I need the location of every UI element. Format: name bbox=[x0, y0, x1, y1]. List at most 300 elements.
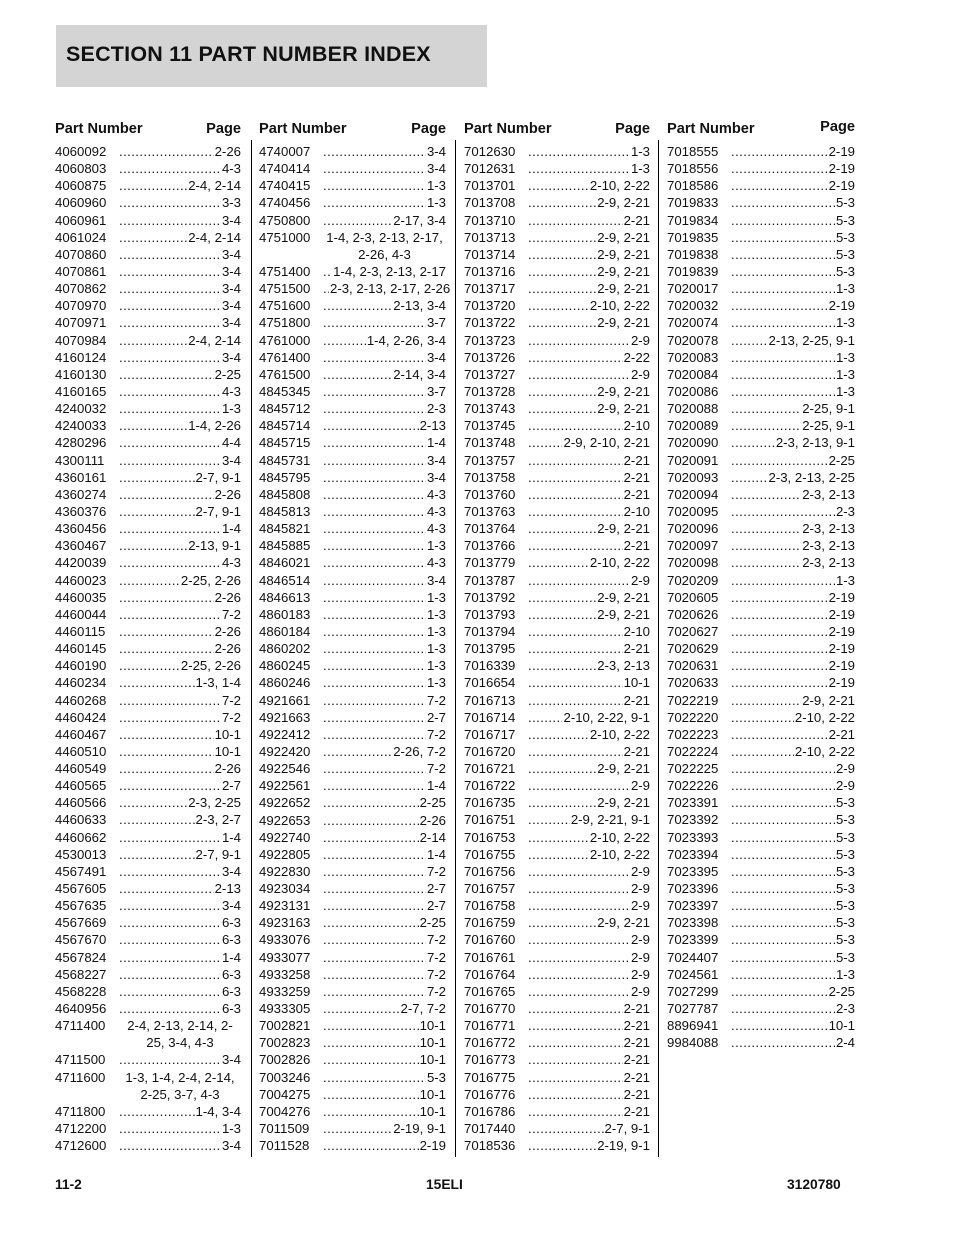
page-list: 1-3 bbox=[426, 195, 446, 211]
part-number: 7016755 bbox=[464, 846, 516, 862]
index-row bbox=[464, 349, 650, 366]
page-list: 2-21 bbox=[623, 1086, 650, 1102]
dot-leader bbox=[323, 349, 426, 366]
part-number: 4712200 bbox=[55, 1121, 107, 1137]
dot-leader bbox=[119, 657, 180, 674]
page-list: 2-3, 2-13 bbox=[802, 555, 855, 571]
dot-leader bbox=[528, 777, 630, 794]
dot-leader bbox=[528, 280, 596, 297]
dot-leader bbox=[528, 1069, 623, 1086]
page-list: 2-9, 2-10, 2-21 bbox=[563, 435, 650, 451]
page-list: 2-3, 2-13, 2-17, 2-26 bbox=[330, 281, 451, 297]
index-row bbox=[464, 777, 650, 794]
dot-leader bbox=[323, 212, 392, 229]
page-list: 1-3 bbox=[221, 1121, 241, 1137]
index-row bbox=[464, 623, 650, 640]
page-list: 2-26 bbox=[214, 623, 241, 639]
page-list: 3-7 bbox=[426, 315, 446, 331]
dot-leader bbox=[731, 229, 835, 246]
dot-leader bbox=[731, 297, 828, 314]
part-number: 4845885 bbox=[259, 538, 311, 554]
index-row bbox=[55, 520, 241, 537]
index-row bbox=[55, 246, 241, 263]
part-number: 7013779 bbox=[464, 555, 516, 571]
part-number: 4711500 bbox=[55, 1052, 106, 1068]
page-list: 10-1 bbox=[419, 1086, 446, 1102]
page-list: 2-21 bbox=[623, 538, 650, 554]
index-row bbox=[55, 383, 241, 400]
dot-leader bbox=[119, 949, 221, 966]
page-list: 3-4 bbox=[426, 469, 446, 485]
page-reference bbox=[323, 383, 446, 400]
part-number: 7024561 bbox=[667, 966, 719, 982]
dot-leader bbox=[731, 1034, 835, 1051]
part-number: 8896941 bbox=[667, 1018, 719, 1034]
dot-leader bbox=[528, 314, 596, 331]
page-list: 2-10, 2-22 bbox=[589, 829, 650, 845]
page-reference bbox=[731, 692, 855, 709]
page-list: 2-26 bbox=[214, 486, 241, 502]
page-list: 3-4 bbox=[426, 161, 446, 177]
index-row bbox=[259, 657, 446, 674]
part-number: 7020627 bbox=[667, 623, 719, 639]
part-number: 4933259 bbox=[259, 983, 311, 999]
page-reference bbox=[528, 760, 650, 777]
index-row bbox=[259, 1051, 446, 1068]
page-list: 10-1 bbox=[419, 1035, 446, 1051]
part-number: 4845345 bbox=[259, 383, 311, 399]
page-reference bbox=[528, 897, 650, 914]
page-list: 2-19 bbox=[828, 658, 855, 674]
page-reference bbox=[119, 1069, 241, 1103]
page-list: 2-7 bbox=[426, 709, 446, 725]
page-list: 2-26 bbox=[214, 589, 241, 605]
index-row bbox=[667, 572, 855, 589]
index-row bbox=[464, 743, 650, 760]
dot-leader bbox=[731, 520, 801, 537]
page-reference bbox=[731, 229, 855, 246]
part-number: 4923163 bbox=[259, 915, 311, 931]
index-row bbox=[259, 1000, 446, 1017]
page-reference bbox=[528, 160, 650, 177]
page-list: 2-21 bbox=[623, 1001, 650, 1017]
page-list: 3-4 bbox=[426, 452, 446, 468]
part-number: 7020629 bbox=[667, 641, 719, 657]
page-reference bbox=[528, 229, 650, 246]
index-row bbox=[55, 640, 241, 657]
part-number: 7020086 bbox=[667, 383, 719, 399]
part-number: 4460633 bbox=[55, 812, 107, 828]
index-row bbox=[55, 1000, 241, 1017]
page-list: 10-1 bbox=[419, 1018, 446, 1034]
index-row bbox=[55, 674, 241, 691]
part-number: 7020078 bbox=[667, 332, 719, 348]
part-number: 4460566 bbox=[55, 795, 107, 811]
part-number: 4420039 bbox=[55, 555, 107, 571]
page-list: 2-25 bbox=[214, 366, 241, 382]
page-reference bbox=[731, 1000, 855, 1017]
page-list: 2-9 bbox=[630, 898, 650, 914]
index-row bbox=[667, 280, 855, 297]
page-reference bbox=[323, 931, 446, 948]
index-row bbox=[259, 314, 446, 331]
index-row bbox=[464, 572, 650, 589]
page-list: 10-1 bbox=[828, 1018, 855, 1034]
dot-leader bbox=[323, 503, 426, 520]
page-list: 7-2 bbox=[221, 606, 241, 622]
page-reference bbox=[119, 846, 241, 863]
dot-leader bbox=[731, 417, 801, 434]
dot-leader bbox=[119, 572, 180, 589]
page-list: 1-4, 2-3, 2-13, 2-17, 2-26, 4-3 bbox=[326, 229, 443, 262]
page-reference bbox=[323, 949, 446, 966]
part-number-heading: Part Number bbox=[464, 121, 552, 137]
page-list: 2-13 bbox=[214, 881, 241, 897]
part-number: 7020083 bbox=[667, 349, 719, 365]
page-reference bbox=[731, 983, 855, 1000]
part-number: 4712600 bbox=[55, 1138, 107, 1154]
index-row bbox=[259, 726, 446, 743]
dot-leader bbox=[731, 554, 801, 571]
page-reference bbox=[731, 674, 855, 691]
page-list: 2-19, 9-1 bbox=[393, 1121, 446, 1137]
dot-leader bbox=[323, 1103, 419, 1120]
page-reference bbox=[731, 434, 855, 451]
index-row bbox=[259, 297, 446, 314]
index-row bbox=[55, 1017, 241, 1051]
index-row bbox=[55, 229, 241, 246]
page-list: 3-4 bbox=[221, 263, 241, 279]
page-reference bbox=[119, 434, 241, 451]
part-number: 4567491 bbox=[55, 863, 107, 879]
footer-manual-number: 3120780 bbox=[787, 1177, 841, 1192]
dot-leader bbox=[528, 846, 589, 863]
part-number: 4070860 bbox=[55, 246, 107, 262]
index-row bbox=[259, 366, 446, 383]
dot-leader bbox=[323, 606, 426, 623]
page-list: 2-25, 9-1 bbox=[802, 418, 855, 434]
index-row bbox=[464, 537, 650, 554]
index-row bbox=[55, 1051, 241, 1068]
page-list: 7-2 bbox=[426, 983, 446, 999]
dot-leader bbox=[528, 1000, 623, 1017]
part-number: 7020093 bbox=[667, 469, 719, 485]
dot-leader bbox=[731, 280, 835, 297]
index-row bbox=[259, 469, 446, 486]
index-rows bbox=[464, 143, 650, 1154]
index-row bbox=[55, 263, 241, 280]
page-reference bbox=[528, 949, 650, 966]
page-list: 10-1 bbox=[623, 675, 650, 691]
index-row bbox=[667, 554, 855, 571]
dot-leader bbox=[731, 811, 835, 828]
part-number: 7019833 bbox=[667, 195, 719, 211]
index-row bbox=[667, 897, 855, 914]
part-number: 4740456 bbox=[259, 195, 311, 211]
part-number: 4845714 bbox=[259, 418, 311, 434]
part-number: 4933305 bbox=[259, 1001, 311, 1017]
index-row bbox=[55, 486, 241, 503]
part-number: 7020088 bbox=[667, 401, 719, 417]
page-list: 2-17, 3-4 bbox=[393, 212, 446, 228]
page-list: 2-10 bbox=[623, 623, 650, 639]
index-row bbox=[259, 777, 446, 794]
dot-leader bbox=[731, 846, 835, 863]
page-reference bbox=[323, 1051, 446, 1068]
index-row bbox=[667, 760, 855, 777]
part-number: 4860246 bbox=[259, 675, 311, 691]
index-row bbox=[667, 400, 855, 417]
part-number: 4567670 bbox=[55, 932, 107, 948]
page-list: 2-3, 2-13 bbox=[802, 486, 855, 502]
dot-leader bbox=[119, 640, 214, 657]
index-row bbox=[55, 349, 241, 366]
part-number: 4061024 bbox=[55, 229, 107, 245]
index-row bbox=[55, 657, 241, 674]
page-reference bbox=[323, 1120, 446, 1137]
page-list: 1-3 bbox=[630, 161, 650, 177]
page-reference bbox=[323, 589, 446, 606]
index-row bbox=[55, 846, 241, 863]
dot-leader bbox=[731, 863, 835, 880]
index-row bbox=[55, 417, 241, 434]
index-row bbox=[259, 229, 446, 263]
page-reference bbox=[528, 1069, 650, 1086]
dot-leader bbox=[119, 434, 221, 451]
index-row bbox=[55, 332, 241, 349]
page-reference bbox=[323, 674, 446, 691]
page-reference bbox=[731, 332, 855, 349]
index-row bbox=[667, 589, 855, 606]
dot-leader bbox=[323, 469, 426, 486]
part-number: 7013713 bbox=[464, 229, 516, 245]
page-reference bbox=[731, 537, 855, 554]
page-reference bbox=[731, 469, 855, 486]
page-reference bbox=[731, 657, 855, 674]
page-list: 7-2 bbox=[426, 692, 446, 708]
page-list: 2-4, 2-14 bbox=[188, 229, 241, 245]
page-reference bbox=[528, 777, 650, 794]
dot-leader bbox=[528, 640, 623, 657]
index-row bbox=[259, 589, 446, 606]
part-number: 7016720 bbox=[464, 743, 516, 759]
dot-leader bbox=[119, 674, 195, 691]
page-list: 2-19 bbox=[828, 161, 855, 177]
dot-leader bbox=[323, 263, 332, 280]
section-header bbox=[56, 25, 487, 87]
index-row bbox=[464, 229, 650, 246]
part-number-heading: Part Number bbox=[259, 121, 347, 137]
page-reference bbox=[119, 1000, 241, 1017]
page-reference bbox=[528, 537, 650, 554]
dot-leader bbox=[119, 143, 214, 160]
index-row bbox=[667, 777, 855, 794]
dot-leader bbox=[731, 949, 835, 966]
index-row bbox=[55, 897, 241, 914]
page-list: 2-3 bbox=[426, 401, 446, 417]
dot-leader bbox=[119, 914, 221, 931]
part-number: 7027787 bbox=[667, 1001, 719, 1017]
page-reference bbox=[731, 160, 855, 177]
dot-leader bbox=[119, 297, 221, 314]
dot-leader bbox=[731, 983, 828, 1000]
page-reference bbox=[528, 469, 650, 486]
page-list: 2-9, 2-21 bbox=[597, 915, 650, 931]
part-number: 7017440 bbox=[464, 1121, 516, 1137]
index-row bbox=[667, 503, 855, 520]
index-row bbox=[667, 966, 855, 983]
dot-leader bbox=[119, 709, 221, 726]
part-number: 7013757 bbox=[464, 452, 516, 468]
dot-leader bbox=[528, 692, 623, 709]
page-list: 5-3 bbox=[835, 881, 855, 897]
index-row bbox=[55, 143, 241, 160]
index-row bbox=[55, 829, 241, 846]
page-list: 2-4, 2-13, 2-14, 2-25, 3-4, 4-3 bbox=[127, 1018, 233, 1051]
index-row bbox=[259, 177, 446, 194]
dot-leader bbox=[528, 1137, 596, 1154]
page-list: 3-4 bbox=[426, 572, 446, 588]
part-number: 7024407 bbox=[667, 949, 719, 965]
page-reference bbox=[323, 503, 446, 520]
index-row bbox=[667, 212, 855, 229]
part-number: 7023399 bbox=[667, 932, 719, 948]
part-number: 7023398 bbox=[667, 915, 719, 931]
index-row bbox=[55, 297, 241, 314]
page-list: 2-9, 2-21 bbox=[597, 195, 650, 211]
index-row bbox=[464, 931, 650, 948]
index-row bbox=[55, 452, 241, 469]
part-number: 4460145 bbox=[55, 641, 107, 657]
dot-leader bbox=[528, 469, 623, 486]
index-row bbox=[464, 692, 650, 709]
dot-leader bbox=[323, 812, 419, 829]
index-row bbox=[464, 1103, 650, 1120]
part-number: 4568227 bbox=[55, 966, 107, 982]
page-reference bbox=[119, 572, 241, 589]
index-row bbox=[55, 880, 241, 897]
dot-leader bbox=[528, 366, 630, 383]
dot-leader bbox=[528, 246, 596, 263]
index-row bbox=[464, 434, 650, 451]
page-list: 4-3 bbox=[426, 521, 446, 537]
page-list: 5-3 bbox=[426, 1069, 446, 1085]
page-reference bbox=[119, 657, 241, 674]
page-reference bbox=[119, 537, 241, 554]
part-number: 4845712 bbox=[259, 401, 311, 417]
dot-leader bbox=[119, 777, 221, 794]
index-row bbox=[464, 589, 650, 606]
page-list: 10-1 bbox=[419, 1052, 446, 1068]
dot-leader bbox=[528, 794, 596, 811]
column-header bbox=[55, 119, 241, 139]
part-number: 7013701 bbox=[464, 178, 516, 194]
part-number: 9984088 bbox=[667, 1035, 719, 1051]
part-number: 4360376 bbox=[55, 503, 107, 519]
page-list: 3-4 bbox=[221, 863, 241, 879]
page-list: 2-3, 2-25 bbox=[188, 795, 241, 811]
part-number: 7023397 bbox=[667, 898, 719, 914]
dot-leader bbox=[528, 589, 596, 606]
page-reference bbox=[323, 366, 446, 383]
part-number: 4460467 bbox=[55, 726, 107, 742]
page-reference bbox=[731, 949, 855, 966]
dot-leader bbox=[323, 966, 426, 983]
index-row bbox=[667, 863, 855, 880]
page-list: 5-3 bbox=[835, 795, 855, 811]
dot-leader bbox=[119, 332, 187, 349]
dot-leader bbox=[528, 897, 630, 914]
index-row bbox=[667, 520, 855, 537]
index-row bbox=[667, 1034, 855, 1051]
dot-leader bbox=[731, 914, 835, 931]
dot-leader bbox=[528, 229, 596, 246]
index-row bbox=[667, 743, 855, 760]
page-reference bbox=[119, 709, 241, 726]
index-row bbox=[464, 212, 650, 229]
page-reference bbox=[119, 246, 241, 263]
page-list: 4-4 bbox=[221, 435, 241, 451]
index-row bbox=[259, 520, 446, 537]
dot-leader bbox=[323, 1051, 419, 1068]
page-list: 2-10 bbox=[623, 418, 650, 434]
page-reference bbox=[119, 914, 241, 931]
page-reference bbox=[528, 554, 650, 571]
page-reference bbox=[731, 897, 855, 914]
page-reference bbox=[731, 194, 855, 211]
index-row bbox=[259, 1103, 446, 1120]
dot-leader bbox=[119, 966, 221, 983]
page-reference bbox=[119, 931, 241, 948]
page-list: 7-2 bbox=[426, 761, 446, 777]
part-number: 4845808 bbox=[259, 486, 311, 502]
part-number: 4922830 bbox=[259, 863, 311, 879]
page-list: 2-21 bbox=[623, 486, 650, 502]
part-number: 4923131 bbox=[259, 898, 311, 914]
page-list: 1-3 bbox=[835, 315, 855, 331]
part-number: 7019834 bbox=[667, 212, 719, 228]
part-number: 4921661 bbox=[259, 692, 311, 708]
page-reference bbox=[323, 212, 446, 229]
page-list: 10-1 bbox=[214, 743, 241, 759]
page-list: 2-7 bbox=[221, 778, 241, 794]
index-row bbox=[259, 846, 446, 863]
dot-leader bbox=[731, 332, 767, 349]
page-reference bbox=[119, 400, 241, 417]
index-row bbox=[667, 537, 855, 554]
index-row bbox=[259, 1137, 446, 1154]
page-reference bbox=[731, 760, 855, 777]
page-reference bbox=[731, 640, 855, 657]
page-list: 3-4 bbox=[426, 144, 446, 159]
dot-leader bbox=[528, 212, 623, 229]
page-reference bbox=[119, 880, 241, 897]
page-reference bbox=[119, 263, 241, 280]
dot-leader bbox=[323, 1086, 419, 1103]
page-list: 7-2 bbox=[426, 949, 446, 965]
page-reference bbox=[528, 640, 650, 657]
page-reference bbox=[731, 863, 855, 880]
index-row bbox=[667, 1000, 855, 1017]
part-number: 7016722 bbox=[464, 778, 516, 794]
page-reference bbox=[731, 417, 855, 434]
page-reference bbox=[528, 829, 650, 846]
part-number: 4846021 bbox=[259, 555, 311, 571]
page-list: 2-9, 2-21 bbox=[597, 383, 650, 399]
page-list: 2-26 bbox=[214, 641, 241, 657]
part-number: 7004275 bbox=[259, 1086, 311, 1102]
part-number: 4567824 bbox=[55, 949, 107, 965]
